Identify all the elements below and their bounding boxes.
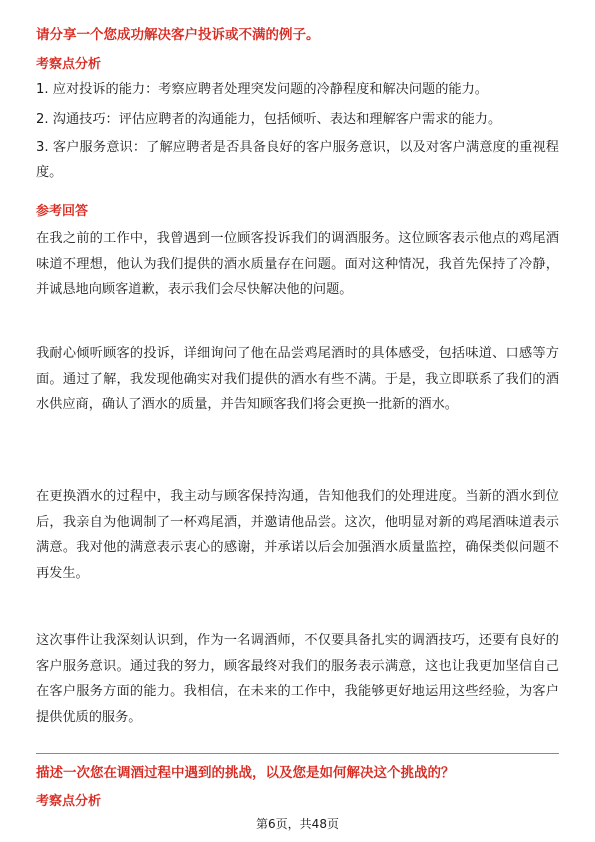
- analysis-heading: 考察点分析: [36, 794, 102, 809]
- answer-paragraph-1: 在我之前的工作中，我曾遇到一位顾客投诉我们的调酒服务。这位顾客表示他点的鸡尾酒味道不理想，他认为我们提供的酒水质量存在问题。面对这种情况，我首先保持了冷静，并诚恳地向顾客道歉，表示我们会尽快解决他的问题。: [36, 231, 559, 297]
- question-title: 请分享一个您成功解决客户投诉或不满的例子。: [36, 27, 320, 43]
- answer-paragraph-3: 在更换酒水的过程中，我主动与顾客保持沟通，告知他我们的处理进度。当新的酒水到位后，我亲自为他调制了一杯鸡尾酒，并邀请他品尝。这次，他明显对新的鸡尾酒味道表示满意。我对他的满意表示衷心的感谢，并承诺以后会加强酒水质量监控，确保类似问题不再发生。: [36, 489, 559, 581]
- answer-paragraph-2: 我耐心倾听顾客的投诉，详细询问了他在品尝鸡尾酒时的具体感受，包括味道、口感等方面。通过了解，我发现他确实对我们提供的酒水有些不满。于是，我立即联系了我们的酒水供应商，确认了酒水的质量，并告知顾客我们将会更换一批新的酒水。: [36, 346, 559, 412]
- page-number: 第6页，共48页: [256, 817, 339, 831]
- analysis-point-3: 3. 客户服务意识：了解应聘者是否具备良好的客户服务意识，以及对客户满意度的重视程度。: [36, 140, 559, 180]
- analysis-heading: 考察点分析: [36, 57, 102, 72]
- analysis-point-2: 2. 沟通技巧：评估应聘者的沟通能力，包括倾听、表达和理解客户需求的能力。: [36, 112, 502, 127]
- analysis-point-1: 1. 应对投诉的能力：考察应聘者处理突发问题的冷静程度和解决问题的能力。: [36, 82, 488, 97]
- question-title: 描述一次您在调酒过程中遇到的挑战，以及您是如何解决这个挑战的？: [36, 765, 455, 781]
- answer-heading: 参考回答: [36, 204, 89, 219]
- answer-paragraph-4: 这次事件让我深刻认识到，作为一名调酒师，不仅要具备扎实的调酒技巧，还要有良好的客户服务意识。通过我的努力，顾客最终对我们的服务表示满意，这也让我更加坚信自己在客户服务方面的能力。我相信，在未来的工作中，我能够更好地运用这些经验，为客户提供优质的服务。: [36, 633, 559, 725]
- section-divider: [36, 753, 559, 754]
